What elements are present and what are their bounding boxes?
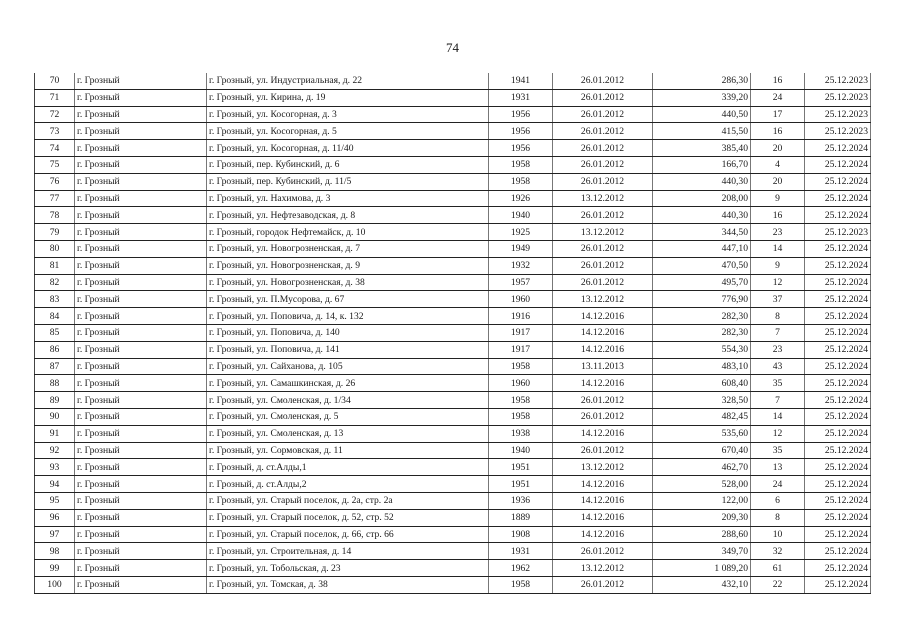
planned-date-cell: 25.12.2023 (805, 106, 871, 123)
residents-count-cell: 12 (751, 274, 805, 291)
address-cell: г. Грозный, ул. Косогорная, д. 3 (207, 106, 489, 123)
city-cell: г. Грозный (75, 324, 207, 341)
table-row (35, 492, 871, 509)
address-cell: г. Грозный, пер. Кубинский, д. 6 (207, 156, 489, 173)
table-row (35, 425, 871, 442)
address-cell: г. Грозный, ул. Нахимова, д. 3 (207, 190, 489, 207)
registration-date-cell: 26.01.2012 (553, 89, 653, 106)
area-cell: 554,30 (653, 341, 751, 358)
residents-count-cell: 35 (751, 375, 805, 392)
residents-count-cell: 9 (751, 257, 805, 274)
address-cell: г. Грозный, ул. Новогрозненская, д. 38 (207, 274, 489, 291)
address-cell: г. Грозный, ул. Тобольская, д. 23 (207, 560, 489, 577)
row-number-cell: 82 (35, 274, 75, 291)
area-cell: 288,60 (653, 526, 751, 543)
registration-date-cell: 13.12.2012 (553, 560, 653, 577)
city-cell: г. Грозный (75, 576, 207, 593)
table-row (35, 291, 871, 308)
planned-date-cell: 25.12.2024 (805, 526, 871, 543)
address-cell: г. Грозный, ул. Самашкинская, д. 26 (207, 375, 489, 392)
residents-count-cell: 8 (751, 509, 805, 526)
year-built-cell: 1932 (489, 257, 553, 274)
row-number-cell: 75 (35, 156, 75, 173)
registration-date-cell: 26.01.2012 (553, 392, 653, 409)
residents-count-cell: 22 (751, 576, 805, 593)
table-row (35, 442, 871, 459)
year-built-cell: 1960 (489, 375, 553, 392)
city-cell: г. Грозный (75, 375, 207, 392)
area-cell: 440,50 (653, 106, 751, 123)
city-cell: г. Грозный (75, 358, 207, 375)
city-cell: г. Грозный (75, 476, 207, 493)
row-number-cell: 77 (35, 190, 75, 207)
row-number-cell: 84 (35, 308, 75, 325)
table-row (35, 459, 871, 476)
row-number-cell: 83 (35, 291, 75, 308)
row-number-cell: 76 (35, 173, 75, 190)
address-cell: г. Грозный, ул. Поповича, д. 141 (207, 341, 489, 358)
row-number-cell: 92 (35, 442, 75, 459)
residents-count-cell: 17 (751, 106, 805, 123)
area-cell: 535,60 (653, 425, 751, 442)
registration-date-cell: 26.01.2012 (553, 207, 653, 224)
row-number-cell: 88 (35, 375, 75, 392)
year-built-cell: 1931 (489, 89, 553, 106)
residents-count-cell: 32 (751, 543, 805, 560)
year-built-cell: 1951 (489, 476, 553, 493)
city-cell: г. Грозный (75, 207, 207, 224)
table-row (35, 509, 871, 526)
residents-count-cell: 24 (751, 89, 805, 106)
area-cell: 483,10 (653, 358, 751, 375)
area-cell: 608,40 (653, 375, 751, 392)
city-cell: г. Грозный (75, 560, 207, 577)
year-built-cell: 1940 (489, 442, 553, 459)
city-cell: г. Грозный (75, 526, 207, 543)
address-cell: г. Грозный, ул. Старый поселок, д. 52, стр. 52 (207, 509, 489, 526)
registration-date-cell: 13.12.2012 (553, 224, 653, 241)
registration-date-cell: 14.12.2016 (553, 492, 653, 509)
row-number-cell: 96 (35, 509, 75, 526)
row-number-cell: 97 (35, 526, 75, 543)
table-row (35, 207, 871, 224)
area-cell: 462,70 (653, 459, 751, 476)
address-cell: г. Грозный, ул. Индустриальная, д. 22 (207, 73, 489, 89)
planned-date-cell: 25.12.2024 (805, 308, 871, 325)
city-cell: г. Грозный (75, 123, 207, 140)
year-built-cell: 1958 (489, 173, 553, 190)
planned-date-cell: 25.12.2024 (805, 543, 871, 560)
city-cell: г. Грозный (75, 73, 207, 89)
table-row (35, 476, 871, 493)
planned-date-cell: 25.12.2024 (805, 257, 871, 274)
row-number-cell: 72 (35, 106, 75, 123)
address-cell: г. Грозный, ул. Новогрозненская, д. 7 (207, 240, 489, 257)
residents-count-cell: 4 (751, 156, 805, 173)
row-number-cell: 74 (35, 140, 75, 157)
city-cell: г. Грозный (75, 492, 207, 509)
year-built-cell: 1908 (489, 526, 553, 543)
registration-date-cell: 26.01.2012 (553, 123, 653, 140)
city-cell: г. Грозный (75, 190, 207, 207)
table-row (35, 140, 871, 157)
year-built-cell: 1938 (489, 425, 553, 442)
city-cell: г. Грозный (75, 459, 207, 476)
city-cell: г. Грозный (75, 341, 207, 358)
table-row (35, 526, 871, 543)
area-cell: 209,30 (653, 509, 751, 526)
address-cell: г. Грозный, д. ст.Алды,1 (207, 459, 489, 476)
address-cell: г. Грозный, ул. Старый поселок, д. 66, стр. 66 (207, 526, 489, 543)
residents-count-cell: 10 (751, 526, 805, 543)
row-number-cell: 91 (35, 425, 75, 442)
registration-date-cell: 14.12.2016 (553, 425, 653, 442)
address-cell: г. Грозный, ул. Сайханова, д. 105 (207, 358, 489, 375)
address-cell: г. Грозный, ул. Смоленская, д. 1/34 (207, 392, 489, 409)
registration-date-cell: 14.12.2016 (553, 375, 653, 392)
residents-count-cell: 8 (751, 308, 805, 325)
area-cell: 1 089,20 (653, 560, 751, 577)
table-row (35, 173, 871, 190)
city-cell: г. Грозный (75, 408, 207, 425)
registration-date-cell: 13.11.2013 (553, 358, 653, 375)
planned-date-cell: 25.12.2024 (805, 459, 871, 476)
city-cell: г. Грозный (75, 274, 207, 291)
planned-date-cell: 25.12.2024 (805, 492, 871, 509)
row-number-cell: 95 (35, 492, 75, 509)
city-cell: г. Грозный (75, 89, 207, 106)
area-cell: 344,50 (653, 224, 751, 241)
residents-count-cell: 20 (751, 173, 805, 190)
table-row (35, 392, 871, 409)
city-cell: г. Грозный (75, 106, 207, 123)
area-cell: 440,30 (653, 173, 751, 190)
row-number-cell: 79 (35, 224, 75, 241)
area-cell: 470,50 (653, 257, 751, 274)
planned-date-cell: 25.12.2024 (805, 156, 871, 173)
registration-date-cell: 26.01.2012 (553, 140, 653, 157)
residents-count-cell: 9 (751, 190, 805, 207)
residents-count-cell: 20 (751, 140, 805, 157)
table-row (35, 156, 871, 173)
planned-date-cell: 25.12.2023 (805, 123, 871, 140)
planned-date-cell: 25.12.2024 (805, 274, 871, 291)
registration-date-cell: 14.12.2016 (553, 509, 653, 526)
residents-count-cell: 13 (751, 459, 805, 476)
table-row (35, 73, 871, 89)
planned-date-cell: 25.12.2024 (805, 324, 871, 341)
address-cell: г. Грозный, ул. Кирина, д. 19 (207, 89, 489, 106)
table-row (35, 106, 871, 123)
area-cell: 166,70 (653, 156, 751, 173)
year-built-cell: 1889 (489, 509, 553, 526)
registration-date-cell: 14.12.2016 (553, 308, 653, 325)
year-built-cell: 1958 (489, 576, 553, 593)
table-body (35, 73, 871, 593)
row-number-cell: 100 (35, 576, 75, 593)
planned-date-cell: 25.12.2024 (805, 408, 871, 425)
table-row (35, 274, 871, 291)
row-number-cell: 70 (35, 73, 75, 89)
residents-count-cell: 12 (751, 425, 805, 442)
registration-date-cell: 26.01.2012 (553, 543, 653, 560)
planned-date-cell: 25.12.2023 (805, 73, 871, 89)
planned-date-cell: 25.12.2024 (805, 140, 871, 157)
address-cell: г. Грозный, ул. Строительная, д. 14 (207, 543, 489, 560)
residents-count-cell: 6 (751, 492, 805, 509)
area-cell: 349,70 (653, 543, 751, 560)
area-cell: 440,30 (653, 207, 751, 224)
area-cell: 528,00 (653, 476, 751, 493)
residents-count-cell: 37 (751, 291, 805, 308)
table-row (35, 324, 871, 341)
address-cell: г. Грозный, ул. Нефтезаводская, д. 8 (207, 207, 489, 224)
table-row (35, 190, 871, 207)
row-number-cell: 93 (35, 459, 75, 476)
address-cell: г. Грозный, ул. Поповича, д. 140 (207, 324, 489, 341)
address-cell: г. Грозный, ул. Сормовская, д. 11 (207, 442, 489, 459)
table-row (35, 576, 871, 593)
year-built-cell: 1958 (489, 408, 553, 425)
address-cell: г. Грозный, д. ст.Алды,2 (207, 476, 489, 493)
registration-date-cell: 26.01.2012 (553, 576, 653, 593)
row-number-cell: 80 (35, 240, 75, 257)
registration-date-cell: 26.01.2012 (553, 106, 653, 123)
residents-count-cell: 14 (751, 240, 805, 257)
year-built-cell: 1951 (489, 459, 553, 476)
registration-date-cell: 14.12.2016 (553, 526, 653, 543)
city-cell: г. Грозный (75, 308, 207, 325)
planned-date-cell: 25.12.2024 (805, 173, 871, 190)
year-built-cell: 1931 (489, 543, 553, 560)
planned-date-cell: 25.12.2024 (805, 207, 871, 224)
table-row (35, 341, 871, 358)
planned-date-cell: 25.12.2024 (805, 560, 871, 577)
area-cell: 328,50 (653, 392, 751, 409)
area-cell: 208,00 (653, 190, 751, 207)
city-cell: г. Грозный (75, 291, 207, 308)
area-cell: 339,20 (653, 89, 751, 106)
registration-date-cell: 26.01.2012 (553, 173, 653, 190)
year-built-cell: 1958 (489, 358, 553, 375)
row-number-cell: 94 (35, 476, 75, 493)
city-cell: г. Грозный (75, 392, 207, 409)
year-built-cell: 1958 (489, 392, 553, 409)
registration-date-cell: 26.01.2012 (553, 274, 653, 291)
planned-date-cell: 25.12.2023 (805, 224, 871, 241)
area-cell: 447,10 (653, 240, 751, 257)
year-built-cell: 1958 (489, 156, 553, 173)
year-built-cell: 1960 (489, 291, 553, 308)
area-cell: 286,30 (653, 73, 751, 89)
city-cell: г. Грозный (75, 140, 207, 157)
year-built-cell: 1957 (489, 274, 553, 291)
address-cell: г. Грозный, ул. Томская, д. 38 (207, 576, 489, 593)
year-built-cell: 1917 (489, 341, 553, 358)
area-cell: 122,00 (653, 492, 751, 509)
planned-date-cell: 25.12.2024 (805, 358, 871, 375)
table-row (35, 257, 871, 274)
row-number-cell: 89 (35, 392, 75, 409)
year-built-cell: 1926 (489, 190, 553, 207)
address-cell: г. Грозный, ул. Косогорная, д. 11/40 (207, 140, 489, 157)
year-built-cell: 1956 (489, 123, 553, 140)
registration-date-cell: 14.12.2016 (553, 341, 653, 358)
residents-count-cell: 61 (751, 560, 805, 577)
residents-count-cell: 14 (751, 408, 805, 425)
row-number-cell: 90 (35, 408, 75, 425)
row-number-cell: 98 (35, 543, 75, 560)
year-built-cell: 1956 (489, 140, 553, 157)
table-row (35, 560, 871, 577)
area-cell: 670,40 (653, 442, 751, 459)
city-cell: г. Грозный (75, 224, 207, 241)
row-number-cell: 81 (35, 257, 75, 274)
year-built-cell: 1940 (489, 207, 553, 224)
registration-date-cell: 26.01.2012 (553, 408, 653, 425)
year-built-cell: 1917 (489, 324, 553, 341)
planned-date-cell: 25.12.2024 (805, 392, 871, 409)
area-cell: 482,45 (653, 408, 751, 425)
residents-count-cell: 23 (751, 341, 805, 358)
residents-count-cell: 7 (751, 392, 805, 409)
table-row (35, 240, 871, 257)
area-cell: 415,50 (653, 123, 751, 140)
row-number-cell: 99 (35, 560, 75, 577)
city-cell: г. Грозный (75, 257, 207, 274)
planned-date-cell: 25.12.2024 (805, 190, 871, 207)
row-number-cell: 71 (35, 89, 75, 106)
registration-date-cell: 26.01.2012 (553, 257, 653, 274)
table-row (35, 543, 871, 560)
row-number-cell: 73 (35, 123, 75, 140)
planned-date-cell: 25.12.2024 (805, 291, 871, 308)
table-row (35, 408, 871, 425)
planned-date-cell: 25.12.2024 (805, 341, 871, 358)
planned-date-cell: 25.12.2024 (805, 509, 871, 526)
year-built-cell: 1956 (489, 106, 553, 123)
planned-date-cell: 25.12.2024 (805, 425, 871, 442)
year-built-cell: 1949 (489, 240, 553, 257)
city-cell: г. Грозный (75, 173, 207, 190)
residents-count-cell: 16 (751, 73, 805, 89)
row-number-cell: 87 (35, 358, 75, 375)
registration-date-cell: 26.01.2012 (553, 240, 653, 257)
planned-date-cell: 25.12.2024 (805, 442, 871, 459)
area-cell: 282,30 (653, 324, 751, 341)
area-cell: 282,30 (653, 308, 751, 325)
address-cell: г. Грозный, ул. Новогрозненская, д. 9 (207, 257, 489, 274)
year-built-cell: 1941 (489, 73, 553, 89)
year-built-cell: 1916 (489, 308, 553, 325)
planned-date-cell: 25.12.2024 (805, 576, 871, 593)
table-row (35, 89, 871, 106)
residents-count-cell: 43 (751, 358, 805, 375)
table-row (35, 358, 871, 375)
housing-registry-table (34, 73, 871, 594)
year-built-cell: 1962 (489, 560, 553, 577)
residents-count-cell: 16 (751, 123, 805, 140)
registration-date-cell: 14.12.2016 (553, 324, 653, 341)
residents-count-cell: 16 (751, 207, 805, 224)
residents-count-cell: 23 (751, 224, 805, 241)
city-cell: г. Грозный (75, 543, 207, 560)
address-cell: г. Грозный, городок Нефтемайск, д. 10 (207, 224, 489, 241)
address-cell: г. Грозный, ул. П.Мусорова, д. 67 (207, 291, 489, 308)
address-cell: г. Грозный, ул. Поповича, д. 14, к. 132 (207, 308, 489, 325)
registration-date-cell: 13.12.2012 (553, 291, 653, 308)
registration-date-cell: 26.01.2012 (553, 156, 653, 173)
area-cell: 495,70 (653, 274, 751, 291)
registration-date-cell: 26.01.2012 (553, 442, 653, 459)
planned-date-cell: 25.12.2024 (805, 240, 871, 257)
registration-date-cell: 14.12.2016 (553, 476, 653, 493)
area-cell: 385,40 (653, 140, 751, 157)
table-row (35, 123, 871, 140)
area-cell: 776,90 (653, 291, 751, 308)
address-cell: г. Грозный, пер. Кубинский, д. 11/5 (207, 173, 489, 190)
table-row (35, 224, 871, 241)
area-cell: 432,10 (653, 576, 751, 593)
registration-date-cell: 26.01.2012 (553, 73, 653, 89)
planned-date-cell: 25.12.2024 (805, 375, 871, 392)
row-number-cell: 85 (35, 324, 75, 341)
city-cell: г. Грозный (75, 156, 207, 173)
registration-date-cell: 13.12.2012 (553, 459, 653, 476)
row-number-cell: 78 (35, 207, 75, 224)
residents-count-cell: 24 (751, 476, 805, 493)
address-cell: г. Грозный, ул. Старый поселок, д. 2а, стр. 2а (207, 492, 489, 509)
city-cell: г. Грозный (75, 509, 207, 526)
city-cell: г. Грозный (75, 425, 207, 442)
address-cell: г. Грозный, ул. Косогорная, д. 5 (207, 123, 489, 140)
planned-date-cell: 25.12.2023 (805, 89, 871, 106)
residents-count-cell: 35 (751, 442, 805, 459)
planned-date-cell: 25.12.2024 (805, 476, 871, 493)
residents-count-cell: 7 (751, 324, 805, 341)
city-cell: г. Грозный (75, 240, 207, 257)
table-row (35, 308, 871, 325)
year-built-cell: 1925 (489, 224, 553, 241)
row-number-cell: 86 (35, 341, 75, 358)
year-built-cell: 1936 (489, 492, 553, 509)
city-cell: г. Грозный (75, 442, 207, 459)
table-row (35, 375, 871, 392)
page-number: 74 (446, 40, 459, 55)
address-cell: г. Грозный, ул. Смоленская, д. 13 (207, 425, 489, 442)
registration-date-cell: 13.12.2012 (553, 190, 653, 207)
address-cell: г. Грозный, ул. Смоленская, д. 5 (207, 408, 489, 425)
